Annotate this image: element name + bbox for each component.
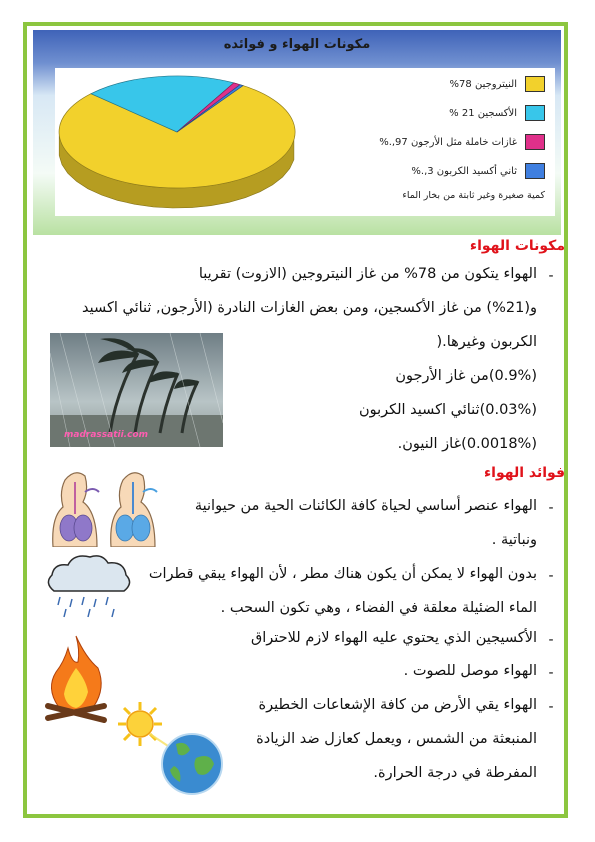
legend-swatch: [525, 134, 545, 150]
composition-line-4: (0.9%)من غاز الأرجون: [395, 368, 537, 384]
benefit-3-line-1: الأكسيجين الذي يحتوي عليه الهواء لازم للاحتراق: [251, 630, 537, 646]
benefit-5-line-1: الهواء يقي الأرض من كافة الإشعاعات الخطيرة: [258, 697, 537, 713]
legend-note: كمية صغيرة وغير ثابتة من بخار الماء: [402, 190, 545, 201]
breathing-illustration: [45, 462, 165, 547]
legend-label: الأكسجين 21 %: [449, 107, 517, 119]
benefit-1-line-1: الهواء عنصر أساسي لحياة كافة الكائنات الحية من حيوانية: [194, 498, 537, 514]
legend-item: [379, 134, 545, 150]
section-heading-composition: مكونات الهواء: [469, 238, 565, 254]
legend-swatch: [525, 163, 545, 179]
composition-line-1: الهواء يتكون من 78% من غاز النيتروجين (الازوت) تقريبا: [198, 266, 537, 282]
legend-label: ثاني أكسيد الكربون 3,.%: [411, 165, 517, 177]
bullet-marker: -: [548, 500, 554, 516]
benefit-1-line-2: ونباتية .: [491, 532, 537, 548]
bullet-marker: -: [548, 665, 554, 681]
legend-item: [450, 76, 545, 92]
legend-label: النيتروجين 78%: [449, 78, 517, 90]
bullet-marker: -: [548, 268, 554, 284]
bullet-marker: -: [548, 568, 554, 584]
legend-swatch: [525, 76, 545, 92]
section-heading-benefits: فوائد الهواء: [484, 465, 565, 481]
benefit-4-line-1: الهواء موصل للصوت .: [403, 663, 537, 679]
legend-label: غازات خاملة مثل الأرجون 97,.%: [379, 136, 517, 148]
benefit-2-line-2: الماء الضئيلة معلقة في الفضاء ، وهي تكون السحب .: [220, 600, 537, 616]
bullet-marker: -: [548, 699, 554, 715]
pie-chart: [55, 68, 305, 216]
legend-item: [449, 105, 545, 121]
benefit-5-line-3: المفرطة في درجة الحرارة.: [373, 765, 537, 781]
campfire-icon: [42, 628, 110, 728]
benefit-2-line-1: بدون الهواء لا يمكن أن يكون هناك مطر ، لأن الهواء يبقي قطرات: [148, 566, 537, 582]
composition-line-2: و(21%) من غاز الأكسجين، ومن بعض الغازات النادرة (الأرجون, ثنائي اكسيد: [82, 300, 537, 316]
benefit-5-line-2: المنبعثة من الشمس ، ويعمل كعازل ضد الزيادة: [256, 731, 537, 747]
composition-line-3: الكربون وغيرها.(: [436, 334, 537, 350]
storm-photo: [50, 333, 223, 447]
pie-chart-panel: [55, 68, 555, 216]
sun-earth-icon: [118, 700, 228, 800]
legend-swatch: [525, 105, 545, 121]
image-caption: madrassatii.com: [64, 430, 148, 440]
composition-line-6: (0.0018%)غاز النيون.: [397, 436, 537, 452]
bullet-marker: -: [548, 632, 554, 648]
composition-line-5: (0.03%)ثنائي اكسيد الكربون: [358, 402, 537, 418]
legend-item: [411, 163, 545, 179]
banner-title: مكونات الهواء و فوائده: [223, 37, 371, 52]
rain-cloud-icon: [42, 553, 134, 618]
